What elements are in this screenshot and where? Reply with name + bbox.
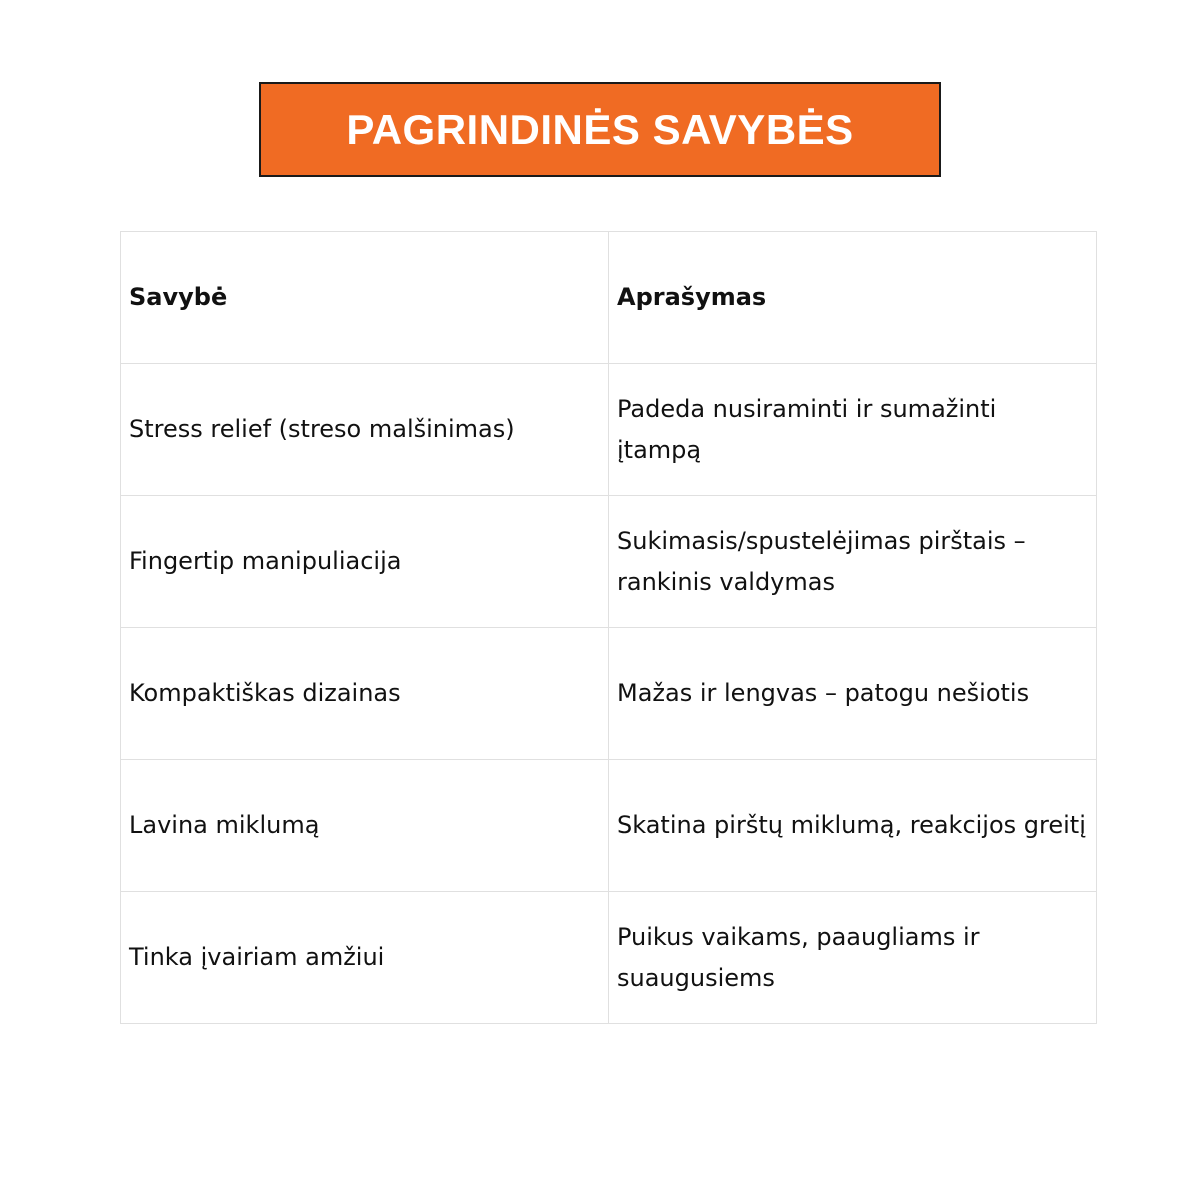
table-row (121, 760, 1097, 892)
column-header-description: Aprašymas (609, 232, 1097, 364)
table-row (121, 892, 1097, 1024)
table-row (121, 496, 1097, 628)
table-header-row (121, 232, 1097, 364)
feature-description: Padeda nusiraminti ir sumažinti įtampą (617, 394, 997, 464)
feature-description: Puikus vaikams, paaugliams ir suaugusiems (617, 922, 980, 992)
feature-cell (121, 364, 609, 496)
description-cell (609, 364, 1097, 496)
page-title: PAGRINDINĖS SAVYBĖS (346, 105, 854, 153)
description-cell (609, 892, 1097, 1024)
feature-name: Tinka įvairiam amžiui (129, 943, 385, 971)
feature-description: Mažas ir lengvas – patogu nešiotis (617, 679, 1030, 707)
feature-name: Kompaktiškas dizainas (129, 679, 401, 707)
feature-description: Sukimasis/spustelėjimas pirštais – rankinis valdymas (617, 526, 1026, 596)
description-cell (609, 496, 1097, 628)
table-row (121, 364, 1097, 496)
feature-description: Skatina pirštų miklumą, reakcijos greitį (617, 811, 1086, 839)
column-header-feature: Savybė (121, 232, 609, 364)
title-banner (259, 82, 941, 177)
description-cell (609, 760, 1097, 892)
description-cell (609, 628, 1097, 760)
feature-name: Fingertip manipuliacija (129, 547, 402, 575)
feature-cell (121, 496, 609, 628)
feature-name: Stress relief (streso malšinimas) (129, 415, 515, 443)
feature-name: Lavina miklumą (129, 811, 320, 839)
feature-cell (121, 760, 609, 892)
feature-cell (121, 892, 609, 1024)
feature-cell (121, 628, 609, 760)
table-row (121, 628, 1097, 760)
features-table (120, 231, 1097, 1024)
